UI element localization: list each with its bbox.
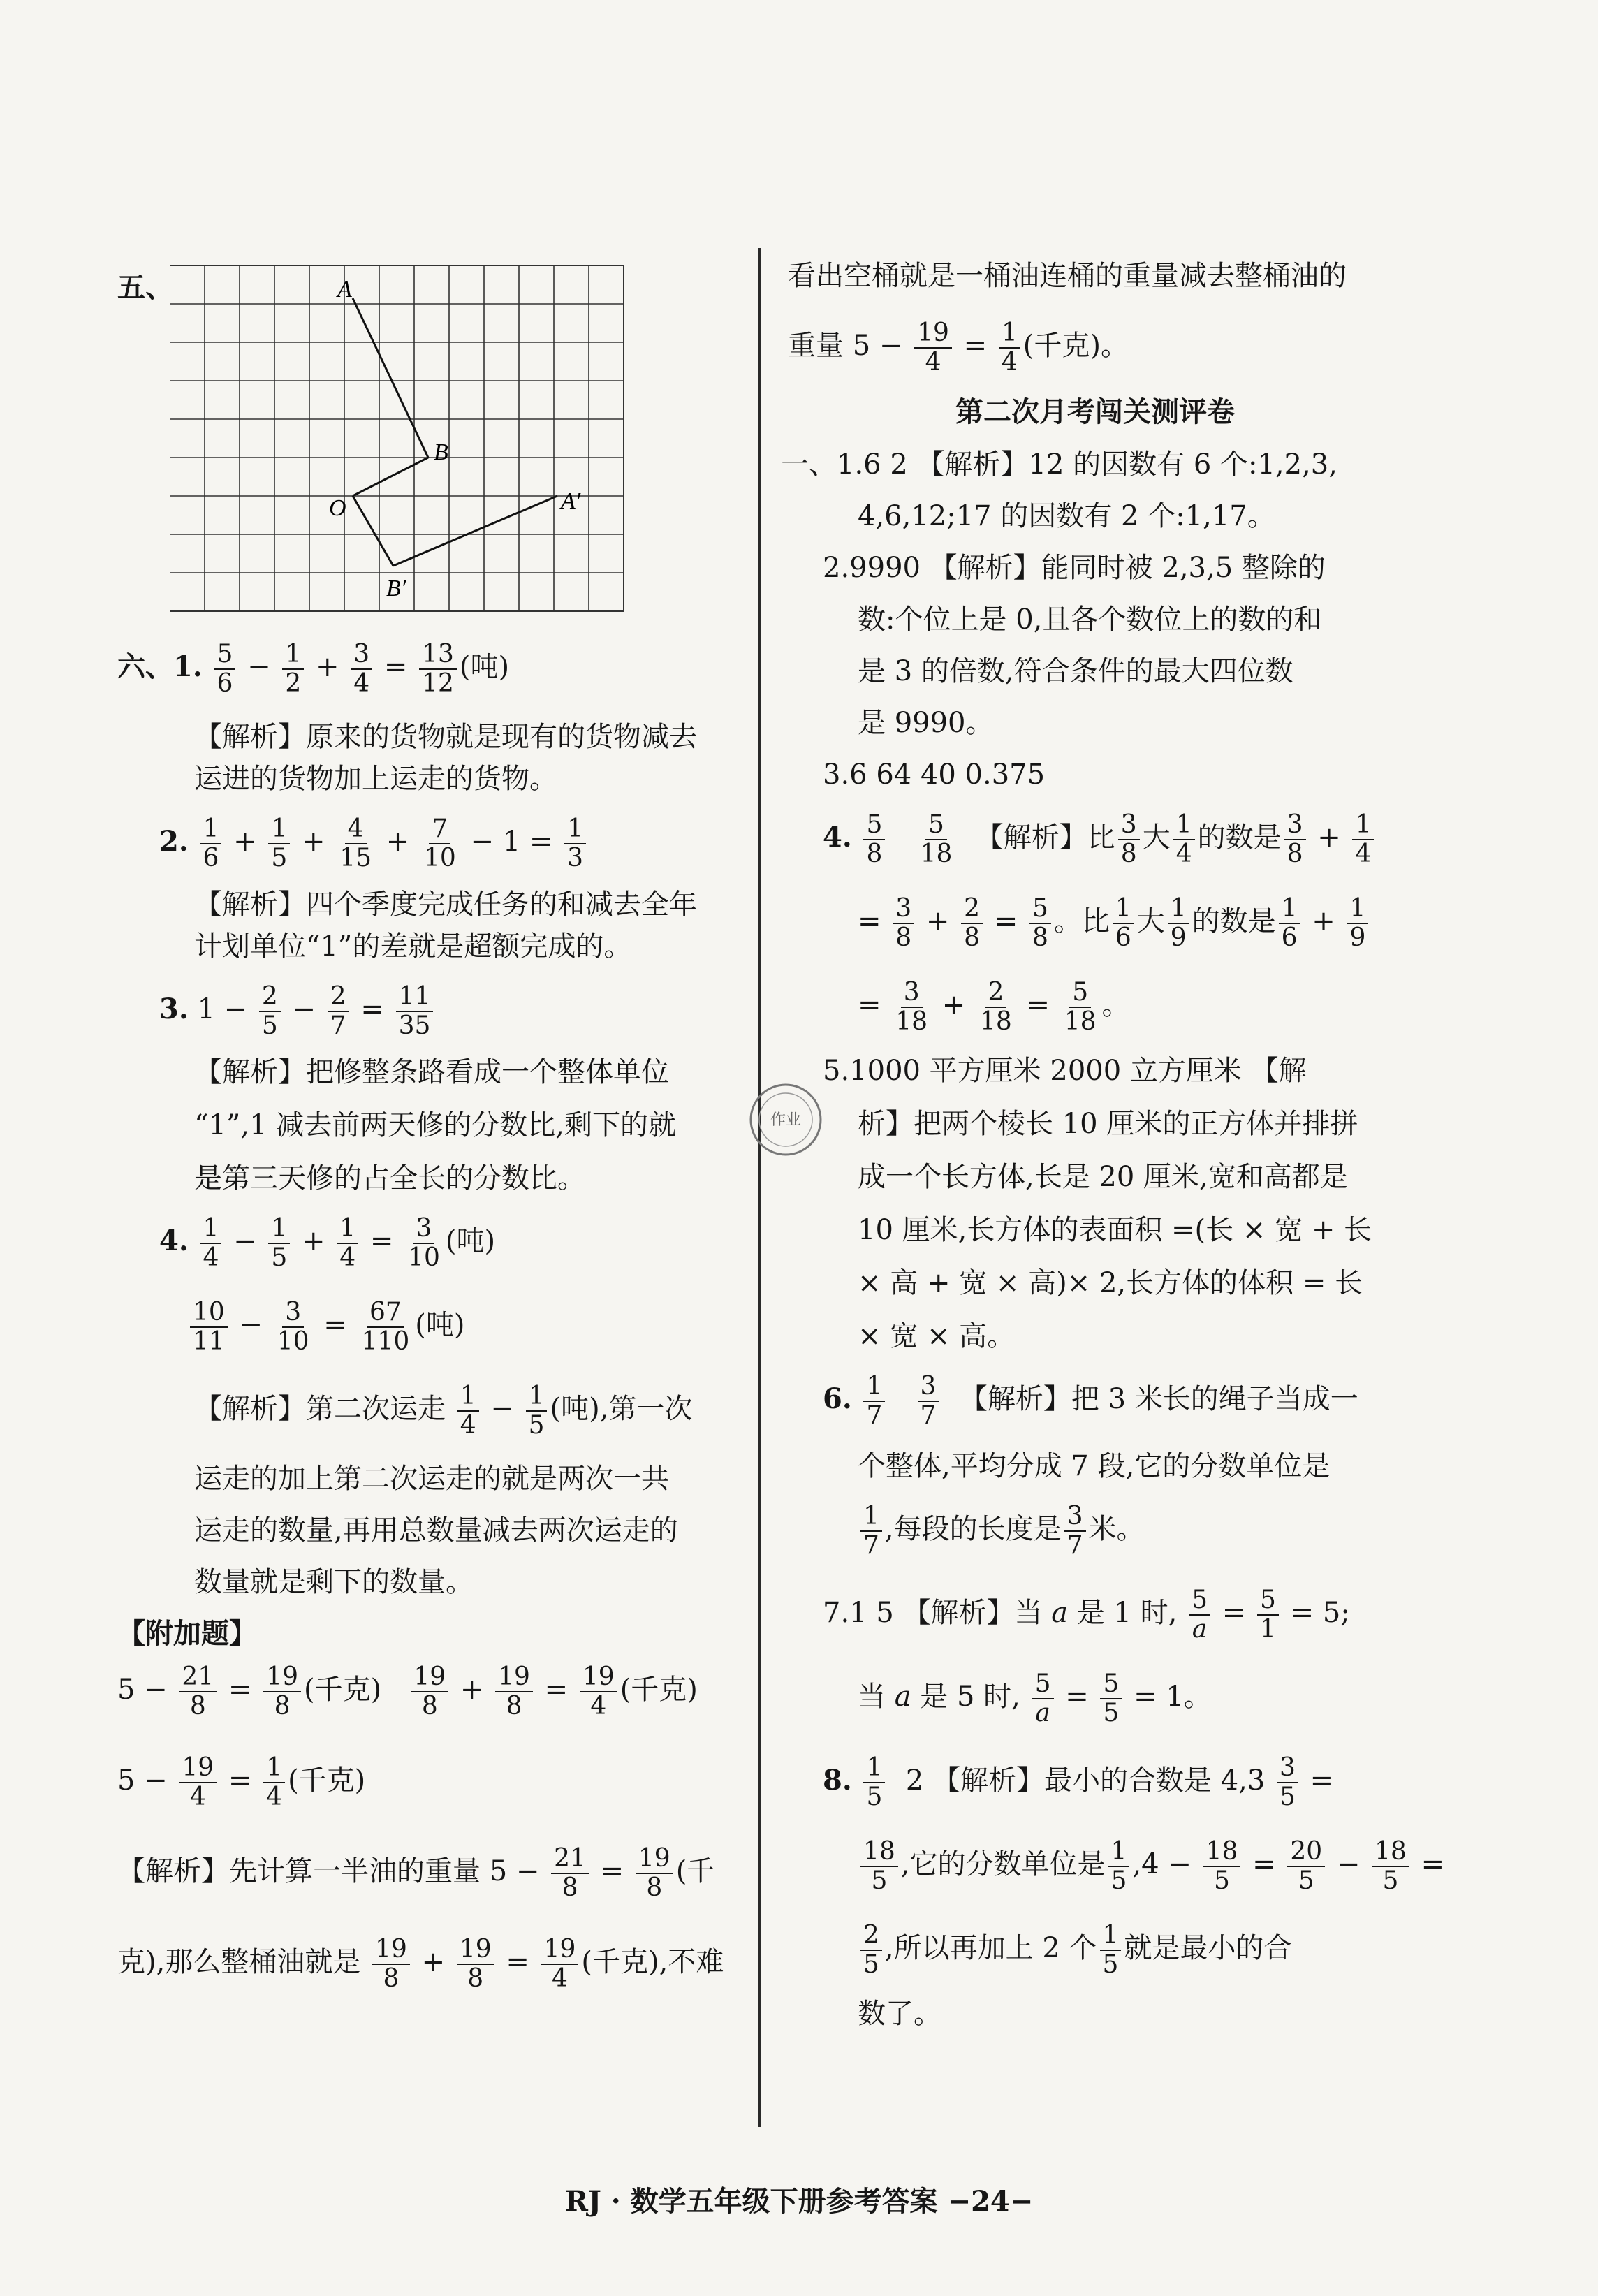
extra-explain-1: 【解析】先计算一半油的重量 5 − $\frac{21}{8}$ = $\frac{19}{8}$ (千 — [117, 1844, 715, 1902]
frac: $\frac{1}{4}$ — [200, 1215, 221, 1272]
frac: $\frac{5}{18}$ — [920, 810, 953, 868]
grid-lines — [170, 265, 624, 611]
frac: $\frac{1}{6}$ — [1279, 895, 1300, 952]
section-5-label: 五、 — [117, 271, 173, 304]
frac: $\frac{1}{6}$ — [200, 815, 221, 872]
stamp-text: 作业 — [770, 1111, 802, 1129]
p5-line-1: 5.1000 平方厘米 2000 立方厘米 【解 — [823, 1055, 1307, 1087]
frac: $\frac{3}{5}$ — [1277, 1754, 1298, 1811]
frac: $\frac{5}{a}$ — [1032, 1670, 1054, 1727]
q6-2-label: 2. — [159, 825, 189, 858]
frac: $\frac{1}{4}$ — [263, 1754, 285, 1811]
q6-2-explain-2: 计划单位“1”的差就是超额完成的。 — [194, 930, 632, 963]
frac: $\frac{19}{8}$ — [457, 1936, 494, 1993]
frac: $\frac{19}{4}$ — [541, 1936, 579, 1993]
frac: $\frac{11}{35}$ — [396, 983, 434, 1040]
p5-line-5: × 高 + 宽 × 高)× 2,长方体的体积 = 长 — [858, 1267, 1363, 1299]
p8-line-4: 数了。 — [858, 1998, 941, 2030]
segment-OB — [353, 458, 428, 496]
frac: $\frac{1}{5}$ — [268, 815, 290, 872]
frac: $\frac{3}{10}$ — [277, 1298, 309, 1356]
frac: $\frac{1}{5}$ — [526, 1382, 548, 1440]
p1-line-2: 4,6,12;17 的因数有 2 个:1,17。 — [858, 500, 1275, 532]
frac: $\frac{7}{10}$ — [423, 814, 456, 872]
frac: $\frac{13}{12}$ — [419, 641, 457, 698]
grid-svg — [170, 251, 701, 615]
frac: $\frac{3}{10}$ — [408, 1214, 440, 1272]
frac: $\frac{1}{4}$ — [1352, 811, 1374, 868]
frac: $\frac{5}{a}$ — [1189, 1586, 1210, 1644]
frac: $\frac{4}{15}$ — [339, 814, 372, 872]
frac: $\frac{19}{8}$ — [495, 1663, 533, 1720]
q6-3-explain-3: 是第三天修的占全长的分数比。 — [194, 1162, 585, 1194]
p2-line-3: 是 3 的倍数,符合条件的最大四位数 — [858, 655, 1293, 687]
q6-4-label: 4. — [159, 1224, 189, 1257]
frac: $\frac{3}{4}$ — [351, 641, 372, 698]
q6-4-explain-2: 运走的加上第二次运走的就是两次一共 — [194, 1463, 669, 1495]
label-O: O — [329, 495, 346, 521]
p2-line-4: 是 9990。 — [858, 707, 994, 739]
frac: $\frac{3}{8}$ — [893, 895, 914, 952]
frac: $\frac{1}{4}$ — [457, 1382, 479, 1440]
frac: $\frac{5}{8}$ — [863, 811, 885, 868]
frac: $\frac{18}{5}$ — [860, 1838, 898, 1895]
p2-line-1: 2.9990 【解析】能同时被 2,3,5 整除的 — [823, 552, 1326, 584]
frac: $\frac{2}{5}$ — [259, 983, 281, 1040]
p6-line-3: $\frac{1}{7}$ ,每段的长度是 $\frac{3}{7}$ 米。 — [788, 1494, 1402, 1564]
q6-3-explain-1: 【解析】把修整条路看成一个整体单位 — [194, 1056, 669, 1088]
q6-3-label: 3. — [159, 993, 189, 1025]
frac: $\frac{3}{18}$ — [895, 978, 928, 1036]
q6-1-explain-1: 【解析】原来的货物就是现有的货物减去 — [194, 721, 697, 753]
frac: $\frac{3}{8}$ — [1118, 811, 1140, 868]
frac: $\frac{1}{6}$ — [1113, 895, 1134, 952]
column-divider — [758, 248, 761, 2127]
frac: $\frac{19}{8}$ — [411, 1663, 448, 1720]
frac: $\frac{1}{9}$ — [1168, 895, 1189, 952]
frac: $\frac{1}{2}$ — [282, 641, 304, 698]
continue-line-2: 重量 5 − $\frac{19}{4}$ = $\frac{1}{4}$ (千克)。 — [788, 319, 1129, 376]
q6-4-equation-a: 4. $\frac{1}{4}$ − $\frac{1}{5}$ + $\frac{1}{4}$ = $\frac{3}{10}$ (吨) — [159, 1214, 496, 1272]
page-footer: RJ · 数学五年级下册参考答案 −24− — [564, 2185, 1034, 2218]
left-column — [117, 632, 739, 1997]
p4-line-2: = $\frac{3}{8}$ + $\frac{2}{8}$ = $\frac{5}{8}$ 。比 $\frac{1}{6}$ 大 $\frac{1}{9}$ 的数是 $\frac{1}{6}$ + $\frac{1}{9}$ — [788, 886, 1402, 956]
frac: $\frac{5}{1}$ — [1257, 1586, 1279, 1644]
section-title: 第二次月考闯关测评卷 — [955, 395, 1235, 428]
frac: $\frac{1}{7}$ — [860, 1502, 882, 1560]
frac: $\frac{1}{3}$ — [564, 815, 586, 872]
frac: $\frac{5}{18}$ — [1064, 978, 1097, 1036]
p1-line-1: 一、1.6 2 【解析】12 的因数有 6 个:1,2,3, — [781, 448, 1337, 481]
frac: $\frac{1}{4}$ — [999, 319, 1020, 376]
frac: $\frac{2}{18}$ — [980, 978, 1012, 1036]
frac: $\frac{2}{5}$ — [860, 1922, 882, 1979]
frac: $\frac{1}{7}$ — [863, 1373, 885, 1430]
p3-line: 3.6 64 40 0.375 — [823, 759, 1046, 791]
unit: (吨) — [459, 651, 510, 683]
p8-line-2: $\frac{18}{5}$ ,它的分数单位是 $\frac{1}{5}$ ,4 − $\frac{18}{5}$ = $\frac{20}{5}$ − $\frac{18}{5}$ = — [788, 1829, 1402, 1899]
unit: (吨) — [415, 1309, 465, 1341]
frac: $\frac{1}{5}$ — [1108, 1838, 1130, 1895]
frac: $\frac{3}{7}$ — [918, 1373, 939, 1430]
segment-AB — [353, 298, 428, 458]
continue-line-1: 看出空桶就是一桶油连桶的重量减去整桶油的 — [788, 260, 1347, 292]
frac: $\frac{2}{8}$ — [961, 895, 983, 952]
frac: $\frac{1}{4}$ — [337, 1215, 358, 1272]
q6-1-equation: 六、1. $\frac{5}{6}$ − $\frac{1}{2}$ + $\frac{3}{4}$ = $\frac{13}{12}$ (吨) — [117, 640, 510, 698]
q6-3-equation: 3. 1 − $\frac{2}{5}$ − $\frac{2}{7}$ = $\frac{11}{35}$ — [117, 974, 739, 1044]
q6-4-explain-4: 数量就是剩下的数量。 — [194, 1566, 474, 1598]
unit: (吨) — [445, 1225, 496, 1257]
frac: $\frac{19}{4}$ — [914, 319, 952, 376]
frac: $\frac{1}{5}$ — [863, 1754, 885, 1811]
p4-line-3: = $\frac{3}{18}$ + $\frac{2}{18}$ = $\frac{5}{18}$ 。 — [858, 978, 1130, 1036]
frac: $\frac{67}{110}$ — [361, 1298, 410, 1356]
q6-2-explain-1: 【解析】四个季度完成任务的和减去全年 — [194, 889, 697, 921]
extra-title: 【附加题】 — [117, 1617, 257, 1650]
p5-line-4: 10 厘米,长方体的表面积 =(长 × 宽 + 长 — [858, 1214, 1372, 1246]
label-A-prime: A′ — [561, 488, 581, 514]
frac: $\frac{5}{8}$ — [1029, 895, 1051, 952]
frac: $\frac{10}{11}$ — [190, 1299, 228, 1356]
q6-4-explain-1: 【解析】第二次运走 $\frac{1}{4}$ − $\frac{1}{5}$ (吨),第一次 — [194, 1382, 693, 1440]
q6-3-explain-2: “1”,1 减去前两天修的分数比,剩下的就 — [194, 1109, 676, 1141]
p8-line-1: 8. $\frac{1}{5}$ 2 【解析】最小的合数是 4,3 $\frac{3}{5}$ = — [823, 1753, 1334, 1811]
frac: $\frac{1}{5}$ — [1100, 1922, 1122, 1979]
stamp-seal-icon — [747, 1081, 824, 1158]
frac: $\frac{18}{5}$ — [1203, 1838, 1241, 1895]
frac: $\frac{1}{9}$ — [1347, 895, 1369, 952]
frac: $\frac{19}{4}$ — [179, 1754, 217, 1811]
label-A: A — [337, 277, 352, 302]
segment-OB2 — [353, 496, 393, 566]
label-B-prime: B′ — [386, 576, 406, 601]
frac: $\frac{1}{4}$ — [1173, 811, 1195, 868]
p8-line-3: $\frac{2}{5}$ ,所以再加上 2 个 $\frac{1}{5}$ 就是最小的合 — [788, 1913, 1402, 1983]
p2-line-2: 数:个位上是 0,且各个数位上的数的和 — [858, 604, 1322, 636]
p7-line-2: 当 a 是 5 时, $\frac{5}{a}$ = $\frac{5}{5}$ = 1。 — [858, 1669, 1212, 1727]
frac: $\frac{19}{8}$ — [636, 1845, 673, 1902]
frac: $\frac{1}{5}$ — [268, 1215, 290, 1272]
frac: $\frac{3}{7}$ — [1064, 1502, 1086, 1560]
q6-4-equation-b: $\frac{10}{11}$ − $\frac{3}{10}$ = $\frac{67}{110}$ (吨) — [117, 1290, 739, 1360]
p7-line-1: 7.1 5 【解析】当 a 是 1 时, $\frac{5}{a}$ = $\frac{5}{1}$ = 5; — [823, 1586, 1350, 1644]
segment-A2B2 — [393, 496, 557, 566]
frac: $\frac{19}{8}$ — [263, 1663, 301, 1720]
q6-2-equation: 2. $\frac{1}{6}$ + $\frac{1}{5}$ + $\frac{4}{15}$ + $\frac{7}{10}$ − 1 = $\frac{1}{3}$ — [117, 807, 739, 877]
frac: $\frac{18}{5}$ — [1372, 1838, 1409, 1895]
frac: $\frac{21}{8}$ — [551, 1845, 589, 1902]
frac: $\frac{19}{4}$ — [580, 1663, 617, 1720]
q6-4-explain-3: 运走的数量,再用总数量减去两次运走的 — [194, 1514, 678, 1546]
extra-explain-2: 克),那么整桶油就是 $\frac{19}{8}$ + $\frac{19}{8}$ = $\frac{19}{4}$ (千克),不难 — [117, 1935, 724, 1993]
p6-line-1: 6. $\frac{1}{7}$ $\frac{3}{7}$ 【解析】把 3 米长的绳子当成一 — [823, 1372, 1358, 1430]
p5-line-3: 成一个长方体,长是 20 厘米,宽和高都是 — [858, 1161, 1348, 1193]
p5-line-6: × 宽 × 高。 — [858, 1320, 1016, 1352]
frac: $\frac{2}{7}$ — [328, 983, 349, 1040]
extra-equation-1: 5 − $\frac{21}{8}$ = $\frac{19}{8}$ (千克) $\frac{19}{8}$ + $\frac{19}{8}$ = $\frac{19}{4}$ (千克) — [117, 1662, 698, 1720]
q6-1-explain-2: 运进的货物加上运走的货物。 — [194, 763, 557, 795]
extra-equation-2: 5 − $\frac{19}{4}$ = $\frac{1}{4}$ (千克) — [117, 1753, 366, 1811]
p4-line-1: 4. $\frac{5}{8}$ $\frac{5}{18}$ 【解析】比 $\frac{3}{8}$ 大 $\frac{1}{4}$ 的数是 $\frac{3}{8}$ + $\frac{1}{4}$ — [788, 803, 1402, 872]
q6-1-label: 六、1. — [117, 650, 203, 683]
frac: $\frac{21}{8}$ — [179, 1663, 217, 1720]
frac: $\frac{5}{5}$ — [1100, 1670, 1122, 1727]
p6-line-2: 个整体,平均分成 7 段,它的分数单位是 — [858, 1450, 1331, 1482]
frac: $\frac{5}{6}$ — [214, 641, 235, 698]
frac: $\frac{20}{5}$ — [1287, 1838, 1325, 1895]
frac: $\frac{19}{8}$ — [372, 1936, 410, 1993]
p5-line-2: 析】把两个棱长 10 厘米的正方体并排拼 — [858, 1108, 1358, 1140]
label-B: B — [434, 439, 448, 465]
frac: $\frac{3}{8}$ — [1284, 811, 1306, 868]
